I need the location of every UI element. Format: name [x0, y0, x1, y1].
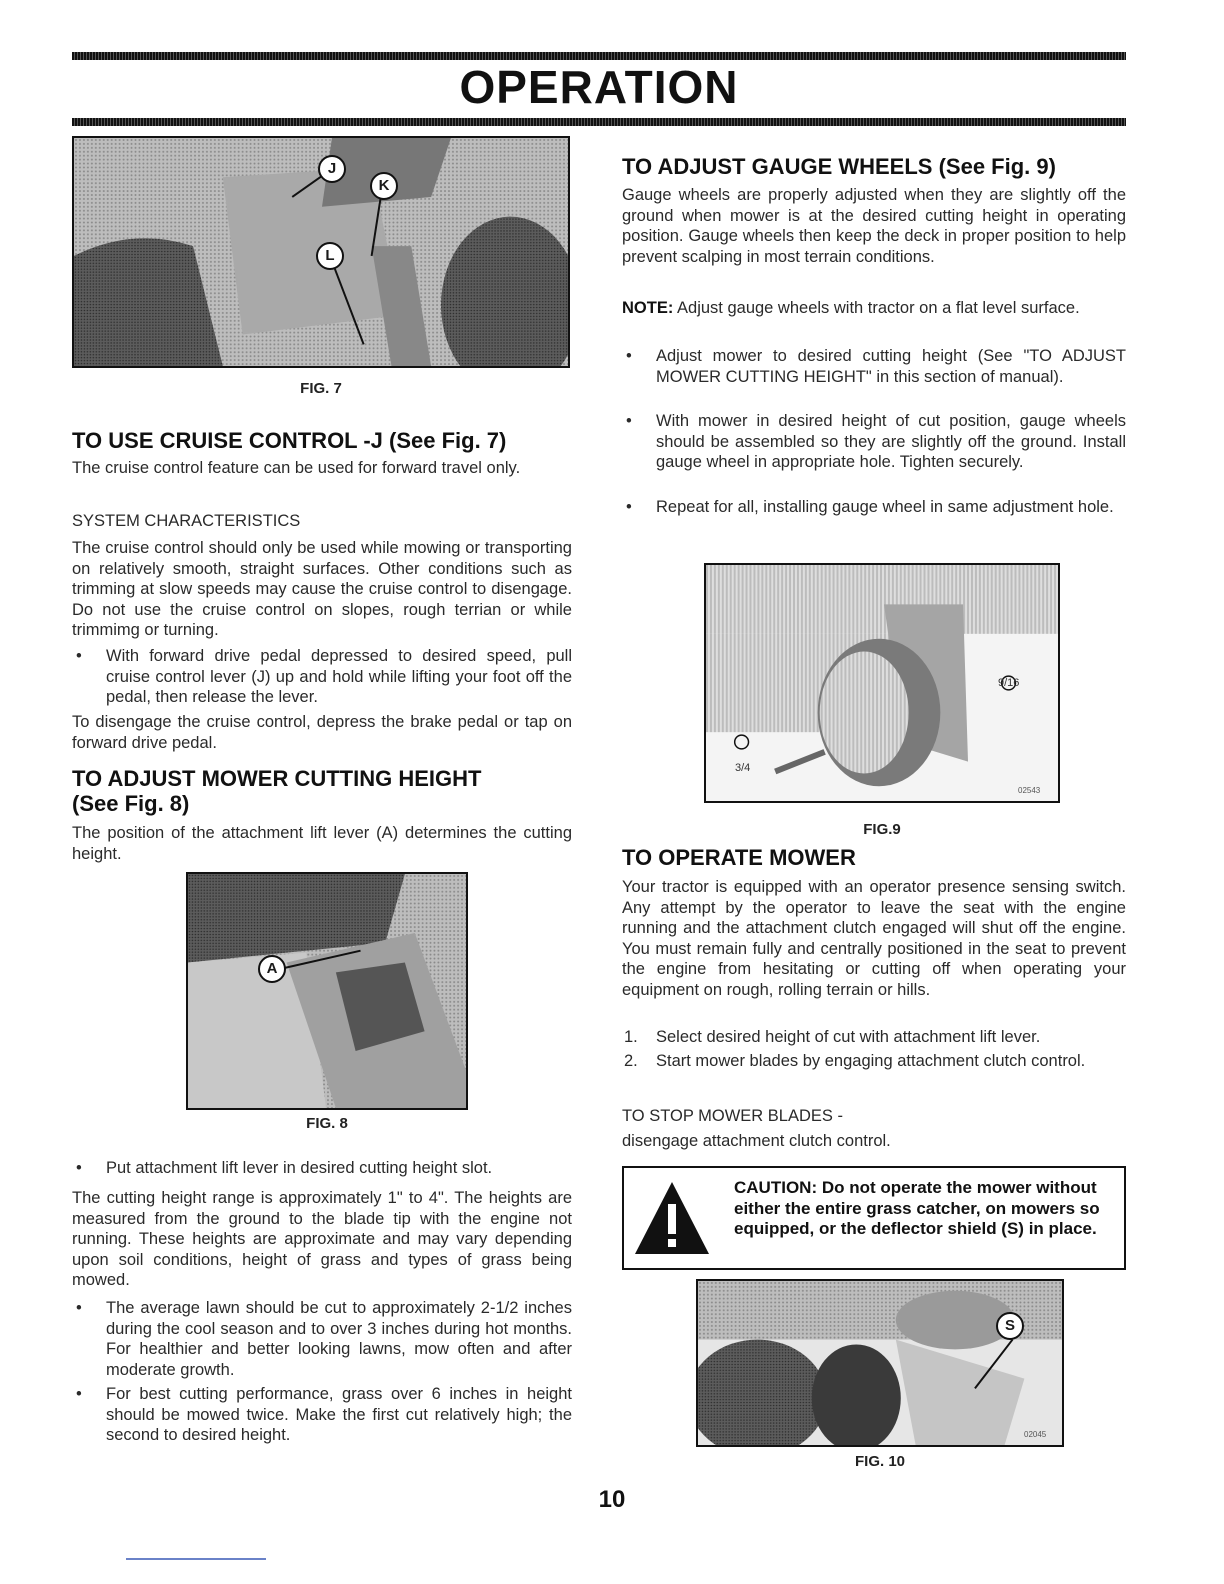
cruise-control-heading: TO USE CRUISE CONTROL -J (See Fig. 7) [72, 428, 507, 453]
caution-text: CAUTION: Do not operate the mower without either the entire grass catcher, on mowers so equipped, or the deflector shield (S) in place. [734, 1178, 1100, 1238]
fig-10-code: 02045 [1024, 1430, 1047, 1439]
bullet-marker: • [76, 1385, 82, 1403]
gauge-bullet-2 [622, 411, 1126, 473]
gauge-bullet-3 [622, 497, 1126, 518]
cruise-body: The cruise control should only be used while mowing or transporting on relatively smooth, straight surfaces. Other conditions such as trimming at slow speeds may cause the cruise control to disengage. Do not use the cruise control on slopes, rough terrian or while trimmimg or turning. [72, 539, 572, 639]
system-characteristics-heading: SYSTEM CHARACTERISTICS [72, 512, 301, 530]
operate-step-1-text: Select desired height of cut with attachment lift lever. [656, 1028, 1041, 1046]
average-lawn-bullet [72, 1298, 572, 1380]
fig-9-code: 02543 [1018, 786, 1041, 795]
fig-8-image [186, 872, 468, 1110]
bullet-marker: • [76, 1159, 82, 1177]
gauge-bullet-1 [622, 346, 1126, 387]
stop-blades-text: disengage attachment clutch control. [622, 1132, 891, 1150]
lift-lever-bullet [72, 1158, 572, 1179]
fig-9-label-9-16: 9/16 [998, 677, 1020, 689]
gauge-bullet-1-text: Adjust mower to desired cutting height (See "TO ADJUST MOWER CUTTING HEIGHT" in this section of manual). [656, 347, 1126, 386]
bullet-marker: • [626, 347, 632, 365]
gauge-bullet-3-text: Repeat for all, installing gauge wheel in same adjustment hole. [656, 498, 1114, 516]
warning-triangle-icon [632, 1178, 712, 1258]
page-number: 10 [598, 1486, 626, 1513]
best-cutting-bullet [72, 1384, 572, 1446]
cruise-bullet [72, 646, 572, 708]
note-text: Adjust gauge wheels with tractor on a flat level surface. [673, 299, 1080, 317]
fig-10-callout-s: S [996, 1312, 1024, 1340]
cruise-intro: The cruise control feature can be used for forward travel only. [72, 459, 521, 477]
operate-body: Your tractor is equipped with an operator presence sensing switch. Any attempt by the operator to leave the seat with the engine running and the attachment clutch engaged will shut off the engine. You must remain fully and centrally positioned in the seat to prevent the engine from hesitating or cutting off when operating your equipment on rough, rolling terrain or hills. [622, 878, 1126, 999]
stop-blades-heading: TO STOP MOWER BLADES - [622, 1107, 843, 1125]
gauge-bullet-2-text: With mower in desired height of cut position, gauge wheels should be assembled so they are slightly off the ground. Install gauge wheel in appropriate hole. Tighten securely. [656, 412, 1126, 471]
operate-step-2 [622, 1051, 1126, 1072]
cruise-disengage-text: To disengage the cruise control, depress the brake pedal or tap on forward drive pedal. [72, 713, 572, 752]
bullet-marker: • [626, 498, 632, 516]
fig-7-callout-k: K [370, 172, 398, 200]
fig-10-caption: FIG. 10 [854, 1453, 906, 1470]
fig-7-callout-l: L [316, 242, 344, 270]
operate-step-1 [622, 1027, 1126, 1048]
cutting-height-heading-line1: TO ADJUST MOWER CUTTING HEIGHT [72, 766, 482, 791]
cruise-bullet-text: With forward drive pedal depressed to desired speed, pull cruise control lever (J) up and hold while lifting your foot off the pedal, then release the lever. [106, 647, 572, 706]
page-title: OPERATION [459, 61, 739, 113]
footer-line [126, 1558, 266, 1560]
gauge-wheels-heading: TO ADJUST GAUGE WHEELS (See Fig. 9) [622, 154, 1056, 179]
operate-step-2-text: Start mower blades by engaging attachment clutch control. [656, 1052, 1086, 1070]
cutting-range-text: The cutting height range is approximately 1" to 4". The heights are measured from the ground to the blade tip with the engine not running. These heights are approximate and may vary depending upon soil conditions, height of grass and types of grass being mowed. [72, 1189, 572, 1289]
bullet-marker: • [76, 1299, 82, 1317]
average-lawn-bullet-text: The average lawn should be cut to approximately 2-1/2 inches during the cool season and to over 3 inches during hot months. For healthier and better looking lawns, mow often and after moderate growth. [106, 1299, 572, 1379]
bullet-marker: • [626, 412, 632, 430]
fig-8-callout-a: A [258, 955, 286, 983]
caution-box [622, 1166, 1126, 1270]
operate-mower-heading: TO OPERATE MOWER [622, 845, 856, 870]
gauge-note [622, 298, 1126, 319]
bullet-marker: • [76, 647, 82, 665]
best-cutting-bullet-text: For best cutting performance, grass over 6 inches in height should be mowed twice. Make the first cut relatively high; the second to desired height. [106, 1385, 572, 1444]
fig-9-caption: FIG.9 [863, 821, 901, 838]
gauge-intro: Gauge wheels are properly adjusted when they are slightly off the ground when mower is at the desired cutting height in operating position. Gauge wheels then keep the deck in proper position to help prevent scalping in most terrain conditions. [622, 186, 1126, 266]
fig-8-caption: FIG. 8 [306, 1115, 348, 1132]
fig-7-caption: FIG. 7 [300, 380, 342, 397]
header-rule-bottom [72, 118, 1126, 126]
header-rule-top [72, 52, 1126, 60]
note-label: NOTE: [622, 299, 674, 317]
cutting-height-heading [72, 766, 572, 816]
fig-9-label-3-4: 3/4 [735, 762, 751, 774]
cutting-height-heading-line2: (See Fig. 8) [72, 791, 190, 816]
fig-7-callout-j: J [318, 155, 346, 183]
step-number: 2. [624, 1052, 638, 1070]
lift-lever-bullet-text: Put attachment lift lever in desired cutting height slot. [106, 1159, 493, 1177]
step-number: 1. [624, 1028, 638, 1046]
cutting-height-intro: The position of the attachment lift lever (A) determines the cutting height. [72, 824, 572, 863]
fig-10-image [696, 1279, 1064, 1447]
